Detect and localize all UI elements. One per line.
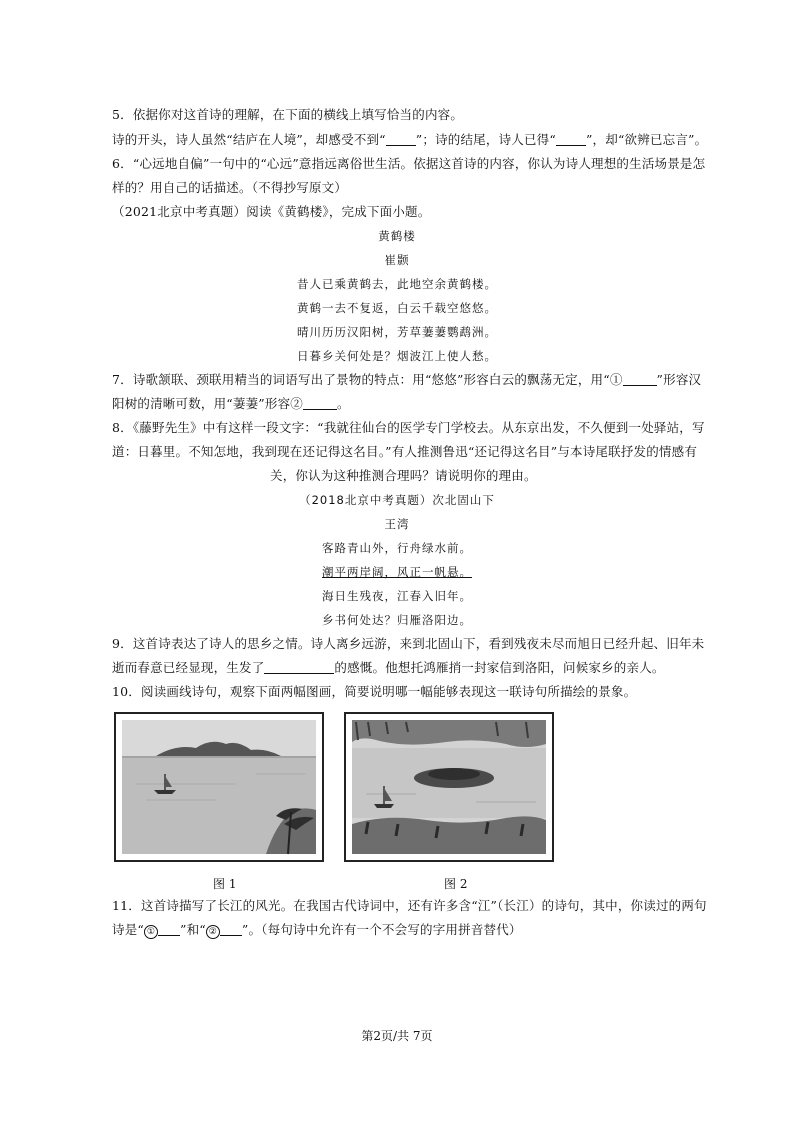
q7-blank-2[interactable] [303, 397, 337, 410]
poem2-line-1: 客路青山外，行舟绿水前。 [322, 541, 472, 555]
q10-line-1: 10．阅读画线诗句，观察下面两幅图画，简要说明哪一幅能够表现这一联诗句所描绘的景象。 [112, 684, 637, 699]
poem2-title: （2018北京中考真题）次北固山下 [299, 493, 495, 507]
q11-line-2 [112, 922, 522, 939]
q11-blank-2[interactable] [220, 923, 242, 936]
poem1-line-3: 晴川历历汉阳树，芳草萋萋鹦鹉洲。 [297, 325, 497, 339]
q5-blank-2[interactable] [556, 133, 586, 146]
q7-mark-1: ① [609, 372, 623, 387]
q7-mark-2: ② [290, 396, 303, 411]
q8-line-1: 8．《藤野先生》中有这样一段文字：“我就往仙台的医学专门学校去。从东京出发，不久便到一处驿站，写 [112, 420, 705, 435]
q11-text-c: ”。（每句诗中允许有一个不会写的字用拼音替代） [241, 922, 522, 937]
q9-line-1: 9．这首诗表达了诗人的思乡之情。诗人离乡远游，来到北固山下，看到残夜未尽而旭日已经升起、旧年未 [112, 636, 705, 651]
q7-text-c: 阳树的清晰可数，用“萋萋”形容 [112, 396, 291, 411]
poem1-line-4: 日暮乡关何处是？烟波江上使人愁。 [297, 349, 497, 363]
q6-line-2: 样的？用自己的话描述。（不得抄写原文） [112, 180, 348, 195]
q11-blank-1[interactable] [158, 923, 180, 936]
poem2-line-4: 乡书何处达？归雁洛阳边。 [322, 613, 472, 627]
q5-text-b: ”；诗的结尾，诗人已得“ [415, 132, 556, 147]
q7-line-2 [112, 396, 350, 412]
q8-line-3: 关，你认为这种推测合理吗？请说明你的理由。 [270, 468, 537, 483]
poem1-line-2: 黄鹤一去不复返，白云千载空悠悠。 [297, 301, 497, 315]
figure-1-painting [116, 714, 322, 860]
q7-text-d: 。 [337, 396, 350, 411]
q6-line-1: 6．“心远地自偏”一句中的“心远”意指远离俗世生活。依据这首诗的内容，你认为诗人理想的生活场景是怎 [112, 156, 706, 171]
poem2-underlined-line: 潮平两岸阔，风正一帆悬。 [322, 565, 472, 579]
q11-line-1: 11．这首诗描写了长江的风光。在我国古代诗词中，还有许多含“江”（长江）的诗句，其中，你读过的两句 [112, 898, 707, 913]
poem1-title: 黄鹤楼 [378, 229, 416, 243]
q9-text-b: 的感慨。他想托鸿雁捎一封家信到洛阳，问候家乡的亲人。 [334, 660, 665, 675]
poem2-line-3: 海日生残夜，江春入旧年。 [322, 589, 472, 603]
q5-sentence [112, 132, 707, 148]
q11-mark-2: ② [206, 925, 220, 939]
page-number: 第2页/共 7页 [361, 1029, 433, 1043]
q11-text-b: ”和“ [180, 922, 206, 937]
q9-line-2 [112, 660, 665, 676]
poem2-line-2 [0, 564, 794, 580]
poem1-author: 崔颢 [384, 253, 410, 267]
q11-mark-1: ① [144, 925, 158, 939]
poem2-author: 王湾 [384, 517, 410, 531]
figure-1-landscape [114, 712, 324, 862]
poem1-line-1: 昔人已乘黄鹤去，此地空余黄鹤楼。 [297, 277, 497, 291]
q7-line-1 [112, 372, 701, 388]
figure-2-painting [346, 714, 552, 860]
q5-blank-1[interactable] [386, 133, 416, 146]
q5-text-c: ”，却“欲辨已忘言”。 [585, 132, 708, 147]
q5-prompt: 5．依据你对这首诗的理解，在下面的横线上填写恰当的内容。 [112, 107, 464, 122]
q5-text-a: 诗的开头，诗人虽然“结庐在人境”，却感受不到“ [112, 132, 386, 147]
q7-blank-1[interactable] [623, 373, 657, 386]
figure-2-landscape [344, 712, 554, 862]
q9-blank[interactable] [264, 661, 334, 674]
q11-text-a: 诗是“ [112, 922, 144, 937]
figure-2-caption: 图 2 [444, 877, 468, 891]
q9-text-a: 逝而春意已经显现，生发了 [112, 660, 265, 675]
q7-text-a: 7．诗歌颔联、颈联用精当的词语写出了景物的特点：用“悠悠”形容白云的飘荡无定，用“ [112, 372, 610, 387]
figure-1-caption: 图 1 [213, 877, 237, 891]
section1-intro: （2021北京中考真题）阅读《黄鹤楼》，完成下面小题。 [112, 204, 431, 219]
q8-line-2: 道：日暮里。不知怎地，我到现在还记得这名目。”有人推测鲁迅“还记得这名目”与本诗尾联抒发的情感有 [112, 444, 698, 459]
q7-text-b: ”形容汉 [656, 372, 702, 387]
